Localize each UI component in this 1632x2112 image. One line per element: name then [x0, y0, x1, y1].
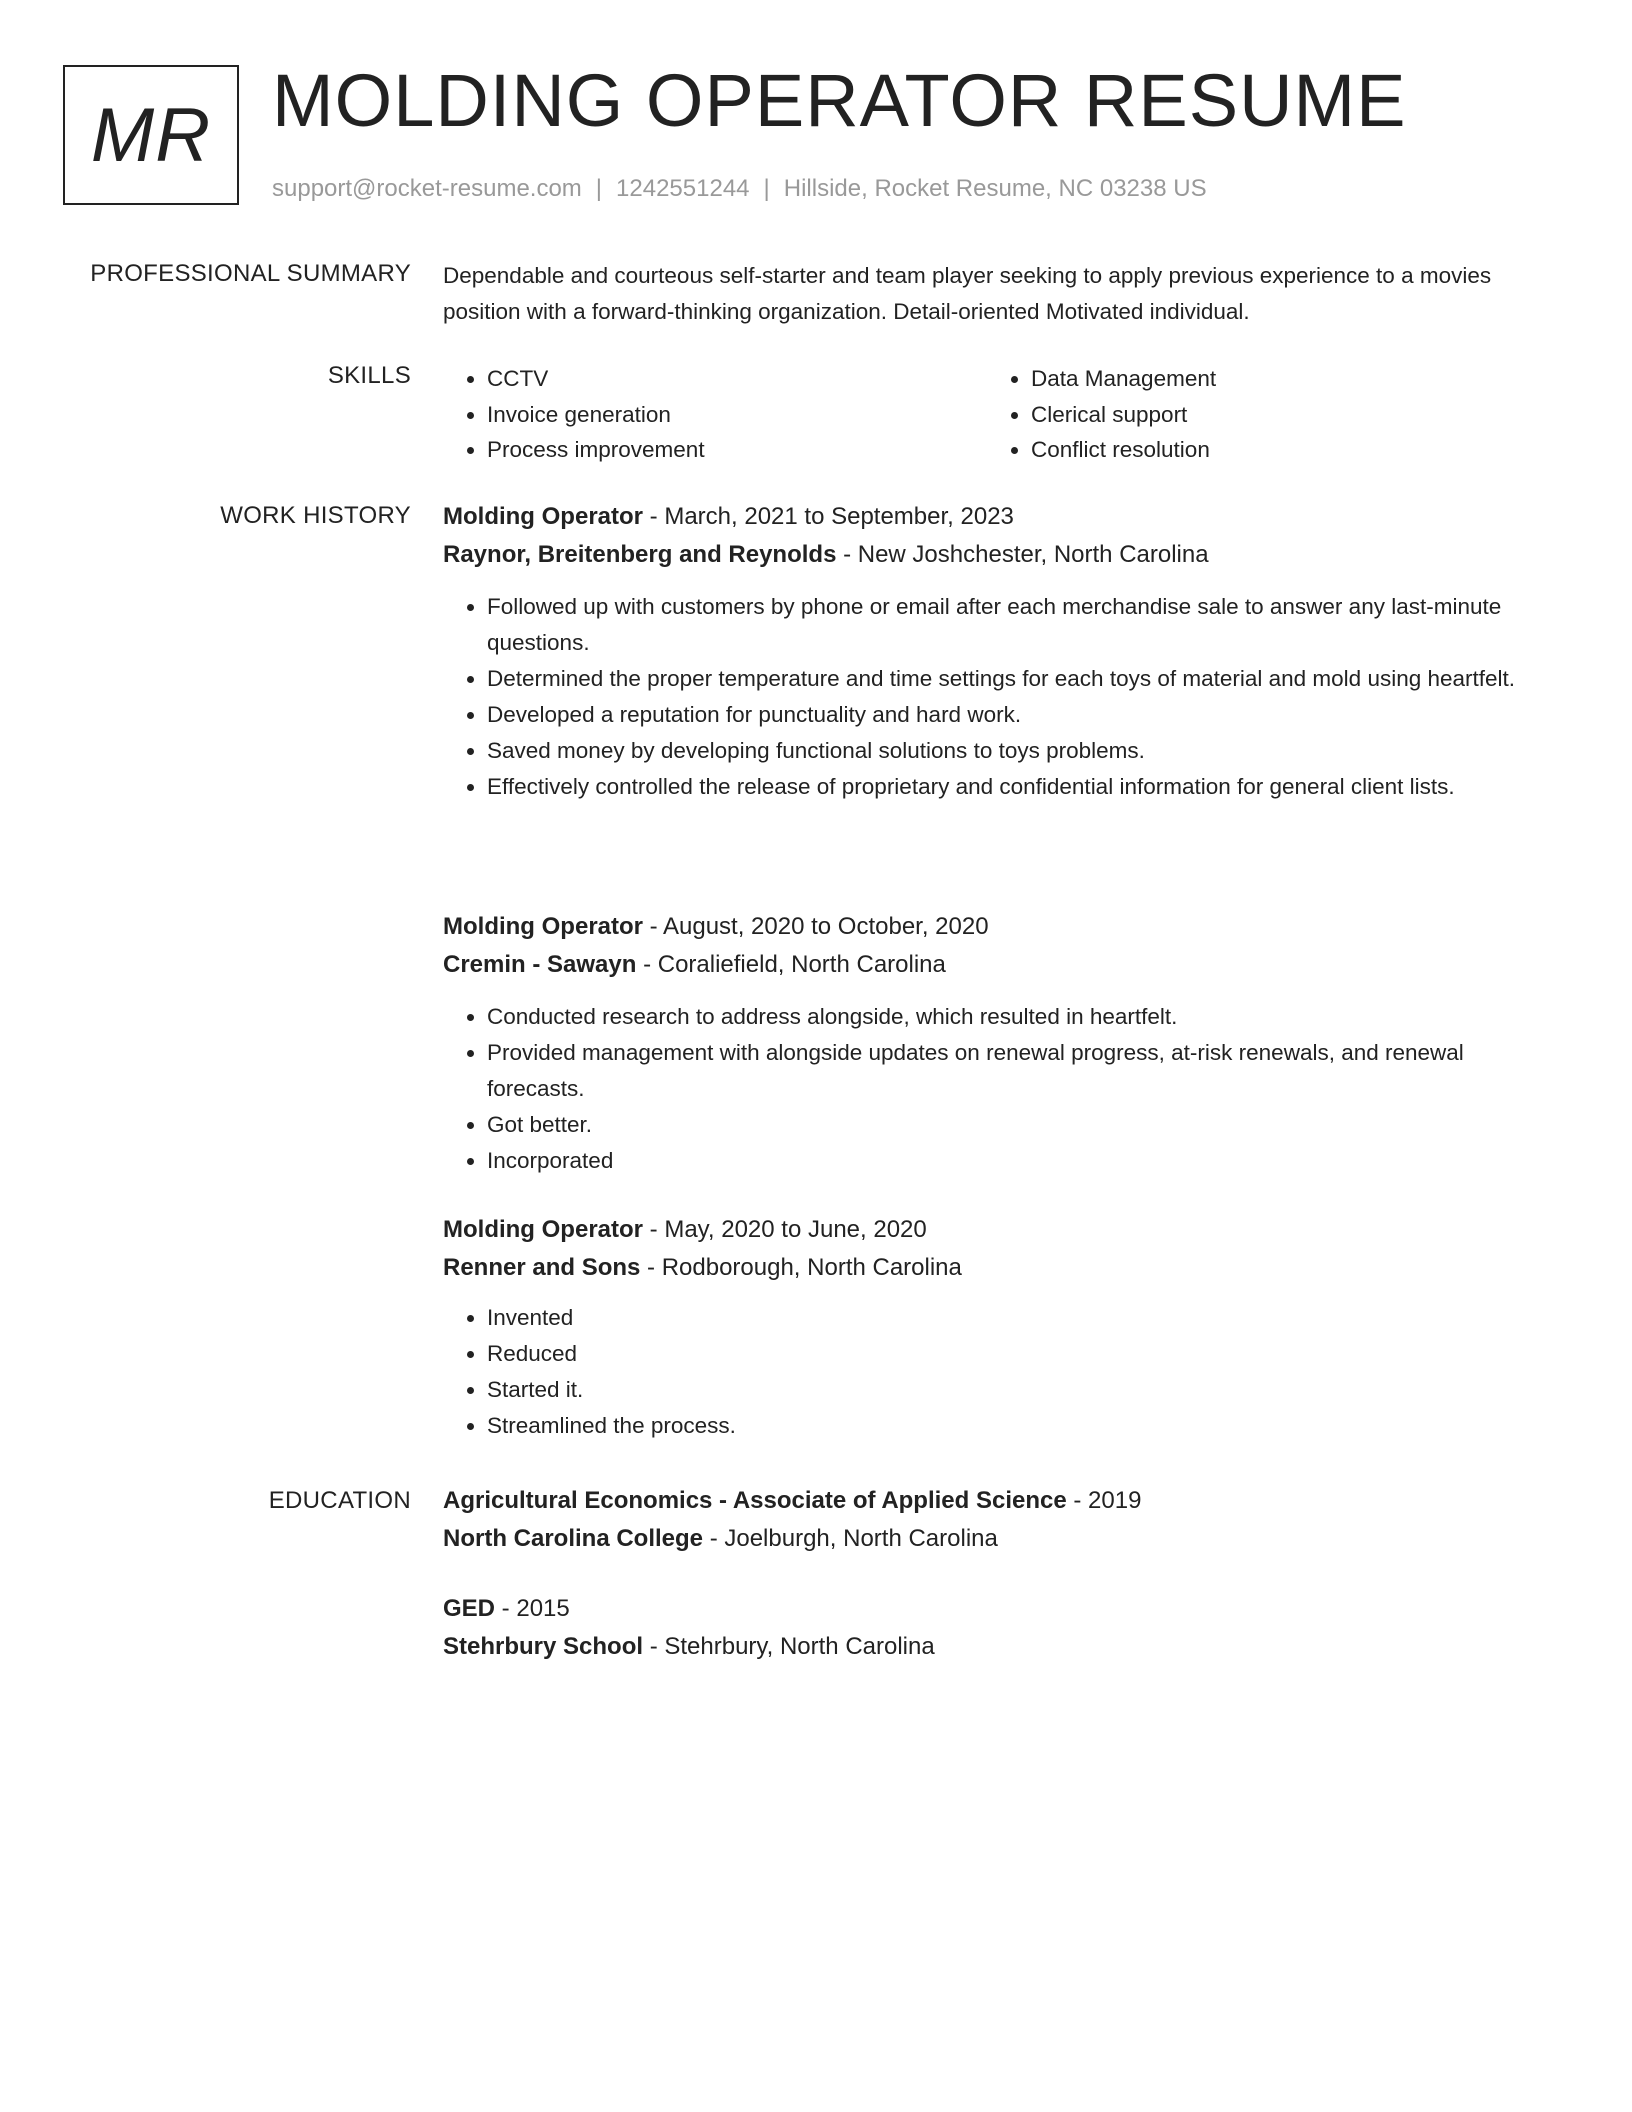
education-entry	[443, 1482, 1553, 1558]
education-school-line	[443, 1520, 1553, 1558]
job-bullet: • Incorporated	[487, 1143, 1553, 1179]
job-bullets	[443, 589, 1553, 805]
job-bullet: • Got better.	[487, 1107, 1553, 1143]
job-company-line	[443, 946, 1553, 984]
skill-item: • CCTV	[487, 361, 705, 397]
section-label-summary: PROFESSIONAL SUMMARY	[90, 260, 411, 287]
job-bullet: • Determined the proper temperature and time settings for each toys of material and mold using heartfelt.	[487, 661, 1553, 697]
contact-phone: 1242551244	[616, 175, 750, 202]
education-year: - 2019	[1066, 1487, 1142, 1514]
job-bullet: • Conducted research to address alongside, which resulted in heartfelt.	[487, 999, 1553, 1035]
job-company-line	[443, 536, 1553, 574]
job-title: Molding Operator	[443, 1216, 643, 1243]
job-bullets	[443, 999, 1553, 1179]
summary-text: Dependable and courteous self-starter and team player seeking to apply previous experience to a movies position with a forward-thinking organization. Detail-oriented Motivated individual.	[443, 263, 1492, 324]
contact-address: Hillside, Rocket Resume, NC 03238 US	[783, 175, 1207, 202]
skill-item: • Conflict resolution	[1031, 432, 1216, 468]
section-label-skills: SKILLS	[327, 362, 411, 389]
education-school: North Carolina College	[443, 1525, 704, 1552]
job-company: Renner and Sons	[443, 1254, 641, 1281]
job-location: - Rodborough, North Carolina	[640, 1254, 962, 1281]
education-location: - Joelburgh, North Carolina	[703, 1525, 998, 1552]
section-label-work-history: WORK HISTORY	[220, 502, 411, 529]
page-title: MOLDING OPERATOR RESUME	[272, 59, 1407, 142]
monogram-logo: MR	[63, 65, 239, 205]
job-location: - New Joshchester, North Carolina	[836, 541, 1209, 568]
contact-separator: |	[595, 175, 603, 202]
job-dates: - August, 2020 to October, 2020	[643, 913, 989, 940]
contact-email: support@rocket-resume.com	[272, 175, 582, 202]
education-school: Stehrbury School	[443, 1633, 644, 1660]
job-bullet: • Effectively controlled the release of proprietary and confidential information for general client lists.	[487, 769, 1553, 805]
contact-separator: |	[763, 175, 770, 202]
education-degree-line	[443, 1482, 1553, 1520]
job-bullet: • Invented	[487, 1300, 1553, 1336]
job-bullet: • Saved money by developing functional solutions to toys problems.	[487, 733, 1553, 769]
job-company: Raynor, Breitenberg and Reynolds	[443, 541, 837, 568]
skill-item: • Invoice generation	[487, 397, 705, 433]
contact-line	[272, 173, 1207, 205]
job-title: Molding Operator	[443, 913, 643, 940]
job-title-line	[443, 498, 1553, 536]
job-title-line	[443, 1211, 1553, 1249]
job-dates: - May, 2020 to June, 2020	[643, 1216, 927, 1243]
job-bullet: • Started it.	[487, 1372, 1553, 1408]
job-entry	[443, 1211, 1553, 1444]
education-degree-line	[443, 1590, 1553, 1628]
job-dates: - March, 2021 to September, 2023	[643, 503, 1014, 530]
job-title-line	[443, 908, 1553, 946]
section-label-education: EDUCATION	[268, 1487, 411, 1514]
education-degree: GED	[443, 1595, 496, 1622]
skill-item: • Clerical support	[1031, 397, 1216, 433]
job-title: Molding Operator	[443, 503, 643, 530]
skill-item: • Process improvement	[487, 432, 705, 468]
education-entry	[443, 1590, 1553, 1666]
job-bullets	[443, 1300, 1553, 1444]
job-company: Cremin - Sawayn	[443, 951, 637, 978]
job-bullet: • Streamlined the process.	[487, 1408, 1553, 1444]
skills-column-1	[443, 361, 705, 468]
skill-item: • Data Management	[1031, 361, 1216, 397]
education-year: - 2015	[495, 1595, 570, 1622]
job-company-line	[443, 1249, 1553, 1287]
job-entry	[443, 498, 1553, 805]
education-degree: Agricultural Economics - Associate of Applied Science	[443, 1487, 1067, 1514]
job-entry	[443, 908, 1553, 1179]
education-location: - Stehrbury, North Carolina	[643, 1633, 935, 1660]
education-school-line	[443, 1628, 1553, 1666]
job-bullet: • Developed a reputation for punctuality and hard work.	[487, 697, 1553, 733]
skills-column-2	[987, 361, 1216, 468]
job-bullet: • Reduced	[487, 1336, 1553, 1372]
job-bullet: • Provided management with alongside updates on renewal progress, at-risk renewals, and renewal forecasts.	[487, 1035, 1553, 1107]
job-location: - Coraliefield, North Carolina	[636, 951, 946, 978]
job-bullet: • Followed up with customers by phone or email after each merchandise sale to answer any last-minute questions.	[487, 589, 1553, 661]
